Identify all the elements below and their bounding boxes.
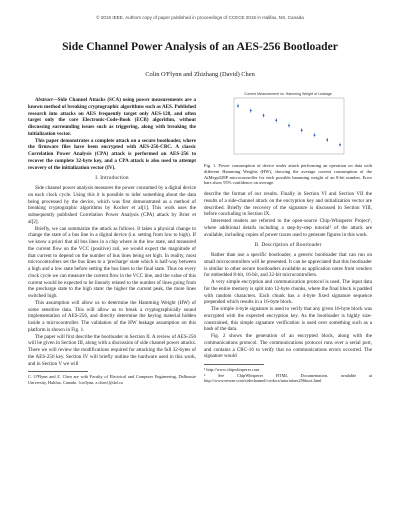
chart-point xyxy=(250,110,252,112)
figure-1-caption: Fig. 1. Power consumption of device under attack performing an operation on data with different Hamming Weights (HW), showing the average current consumption of the AtMega328P microcontroller for each possible hamming weight of an 8-bit number. Error bars show 95% confidence on average. xyxy=(204,163,372,186)
intro-paragraph-3: This assumption will allow us to determine the Hamming Weight (HW) of some sensitive data. This will allow us to break a cryptographically sound implementation of AES-256, and directly determine the keying material hidden inside a microcontroller. The validation of the HW leakage assumption on this platform is shown in Fig. 1. xyxy=(28,299,196,333)
abstract-paragraph-2: This paper demonstrates a complete attack on a secure bootloader, where the firmware files have been encrypted with AES-256-CBC. A classic Correlation Power Analysis (CPA) attack is performed on AES-256 to recover the complete 32-byte key, and a CPA attack is also used to attempt recovery of the initialization vector (IV). xyxy=(28,137,196,171)
right-column xyxy=(204,163,372,383)
chart-point xyxy=(301,129,303,131)
abstract-label: Abstract xyxy=(35,97,53,103)
footnote-rule-right xyxy=(204,364,264,365)
chart-point xyxy=(275,119,277,121)
chart-point xyxy=(326,139,328,141)
paper-authors: Colin O'Flynn and Zhizhang (David) Chen xyxy=(145,71,255,78)
figure-1-chart xyxy=(204,92,372,160)
chart-point xyxy=(339,144,341,146)
abstract-paragraph xyxy=(28,97,196,138)
section-heading-introduction: I. Introduction xyxy=(95,175,129,182)
chart-point xyxy=(314,134,316,136)
left-column xyxy=(28,97,196,385)
footnote-2: ² See ChipWhisperer HTML Documentation, available at http://www.newae.com/sidechannel/cwdocs/tutorialaes256boot.html xyxy=(204,372,372,383)
paper-title: Side Channel Power Analysis of an AES-256 Bootloader xyxy=(62,40,338,53)
abstract-text: —Side Channel Attacks (SCA) using power measurements are a known method of breaking cryptographic algorithms such as AES. Published research into attacks on AES frequently target only AES-128, and often target only the core Electronic-Code-Book (ECB) algorithm, without discussing surrounding issues such as triggering, along with breaking the initialization vector. xyxy=(28,97,196,137)
right-paragraph-6: Fig. 2 shows the generation of an encrypted block, along with the communications protocol. The communications protocol runs over a serial port, and contains a CRC-16 to verify that no communications errors occurred. The signature would xyxy=(204,333,372,360)
footnote-1: ¹ http://www.chipwhisperer.com xyxy=(204,367,260,373)
intro-paragraph-1: Side channel power analysis measures the power consumed by a digital device on each clock cycle. Using this it is possible to infer something about the data being processed by the device, which was first demonstrated as a method of breaking cryptographic algorithms by Kocher et al[1]. This work uses the subsequently published Correlation Power Analysis (CPA) attack by Brier et al[2]. xyxy=(28,185,196,225)
intro-paragraph-4: The paper will first describe the bootloader in Section II. A review of AES-256 will be given in Section III, along with a discussion of side channel power attacks. There we will review the modifications required for attacking the full 32-bytes of the AES-256 key. Section IV will briefly outline the hardware used in this work, and in Section V we will xyxy=(28,333,196,367)
right-paragraph-5: The simple 4-byte signature is used to verify that any given 16-byte block was encrypted with the expected encryption key. As the bootloader is highly size-constrained, this simple signature verification is used over something such as a hash of the data. xyxy=(204,306,372,333)
footnote-rule xyxy=(28,371,88,372)
chart-title: Current Measurement vs. Hamming Weight of Leakage xyxy=(244,92,332,96)
copyright-notice: © 2015 IEEE. Authors copy of paper published in proceedings of CCECE 2015 in Halifax, NS, Canada xyxy=(96,15,304,20)
chart-point xyxy=(288,125,290,127)
right-paragraph-2: Interested readers are referred to the open-source Chip-Whisperer Project¹, where additional details including a step-by-step tutorial² of the attack are available, including copies of power traces used to generate figures in this work. xyxy=(204,218,372,238)
intro-paragraph-2: Briefly, we can summarize the attack as follows. It takes a physical change to change the state of a bus line in a digital device (i.e. setting from low to high). If we know a priori that all bus lines in a chip where in the low state, and measured the current flow on the VCC (positive) rail, we would expect the magnitude of that current to depend on the number of bus lines being set high. In reality, most microcontrollers set the bus lines to a 'precharge' state which is half-way between a high and a low state before setting the bus lines to the final state. Thus on every clock cycle we can measure the current flow in the VCC line, and the value of this current would be expected to be linearly related to the number of lines going from the precharge state to the high state: the higher the current peak, the more lines switched high. xyxy=(28,225,196,299)
right-paragraph-3: Rather than use a specific bootloader, a generic bootloader that can run on small microcontrollers will be presented. It can be appreciated that this bootloader is similar to other secure bootloaders available as application notes from vendors for embedded 8-bit, 16-bit, and 32-bit microcontrollers. xyxy=(204,252,372,279)
right-paragraph-4: A very simple encryption and communication protocol is used. The input data for the entire memory is split into 12-byte chunks, where the final block is padded with random characters. Each chunk has a 4-byte fixed signature sequence prepended which results in a 16-byte block. xyxy=(204,279,372,306)
section-heading-bootloader: II. Description of Bootloader xyxy=(254,242,322,249)
chart-point xyxy=(237,105,239,107)
chart-svg xyxy=(204,92,372,160)
chart-point xyxy=(263,115,265,117)
right-paragraph-1: describe the format of our results. Finally in Section VI and Section VII the results of a side-channel attack on the encryption key and initialization vector are described. Briefly the recovery of the signature is discussed in Section VIII, before concluding in Section IX. xyxy=(204,191,372,218)
author-footnote: C. O'Flynn and Z. Chen are with Faculty of Electrical and Computer Engineering, Dalhousie University, Halifax, Canada. {coflynn, z.chen}@dal.ca xyxy=(28,374,196,385)
